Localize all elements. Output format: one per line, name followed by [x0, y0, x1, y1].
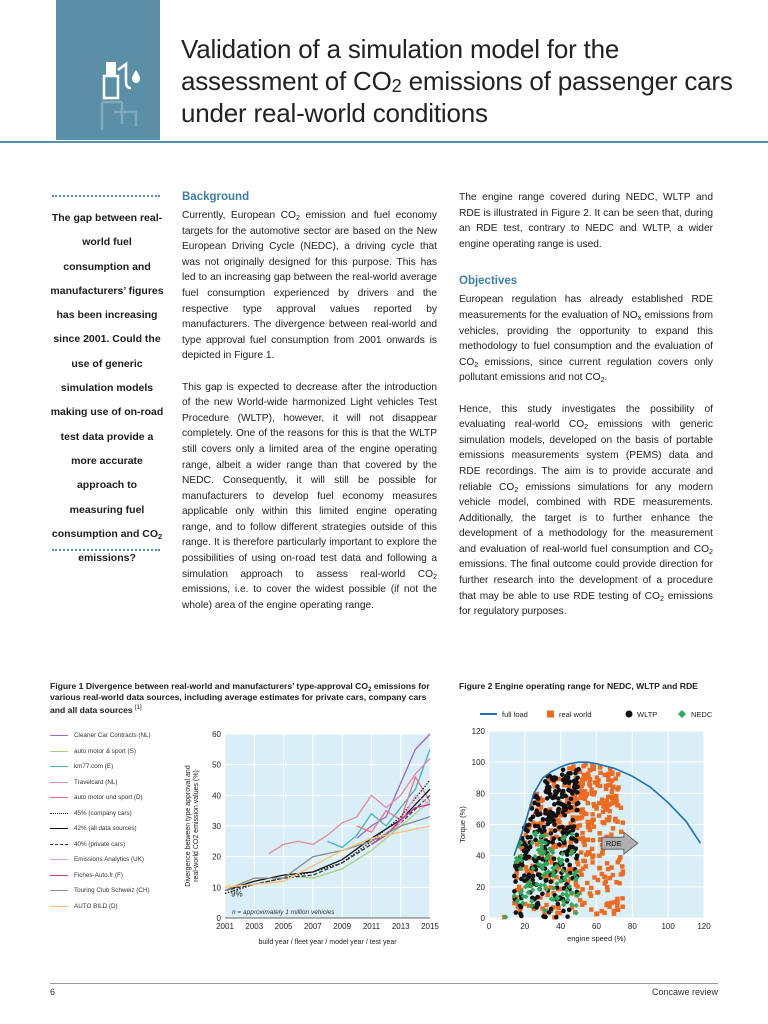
real-world-point: [606, 818, 610, 822]
real-world-point: [608, 809, 612, 813]
legend-swatch: [50, 828, 68, 829]
wltp-point: [545, 790, 550, 795]
background-paragraph-1: Currently, European $CO_2$ emission and fuel economy targets for the automotive sector are based on the New European Driving Cycle (NEDC), a driving cycle that was not originally designed for this purpose. This has led to an increasing gap between the real-world average fuel consumption experienced by drivers and the respective type approval values reported by manufacturers. The divergence between real-world and type approval fuel consumption from 2001 onwards is depicted in Figure 1.: [182, 210, 437, 362]
x-tick-label: 2013: [391, 922, 410, 931]
legend-swatch: [50, 813, 68, 814]
real-world-point: [597, 831, 601, 835]
publication-name: Concawe review: [651, 987, 718, 997]
real-world-point: [618, 855, 622, 859]
real-world-point: [546, 893, 550, 897]
wltp-point: [557, 842, 562, 847]
header-icon-block: [56, 0, 160, 140]
fuel-pump-icon: [56, 0, 160, 140]
real-world-point: [609, 865, 613, 869]
wltp-point: [566, 848, 571, 853]
engine-range-paragraph: The engine range covered during NEDC, WLTP and RDE is illustrated in Figure 2. It can be seen that, during an RDE test, contrary to NEDC and WLTP, a wider engine operating range is used.: [459, 192, 713, 250]
legend-entry-cleaner-car-contracts-nl: [50, 728, 180, 744]
y-axis-label: Torque (%): [458, 806, 467, 843]
real-world-point: [582, 838, 586, 842]
legend-swatch: [50, 782, 68, 783]
real-world-point: [579, 850, 583, 854]
real-world-point: [589, 886, 593, 890]
x-tick-label: 20: [520, 922, 530, 931]
real-world-point: [619, 872, 623, 876]
real-world-point: [587, 852, 591, 856]
real-world-point: [581, 782, 585, 786]
legend-entry-auto-motor-und-sport-d: [50, 790, 180, 806]
wltp-point: [555, 784, 560, 789]
wltp-point: [549, 831, 554, 836]
real-world-point: [601, 810, 605, 814]
real-world-point: [607, 795, 611, 799]
wltp-point: [526, 875, 531, 880]
wltp-point: [528, 845, 533, 850]
figure-1-legend: [50, 728, 180, 914]
wltp-point: [525, 835, 530, 840]
wltp-point: [573, 771, 578, 776]
wltp-point: [545, 781, 550, 786]
background-paragraph-2: This gap is expected to decrease after the introduction of the new World-wide harmonized Light vehicles Test Procedure (WLTP), however, it will not disappear completely. One of the reasons for this is that the WLTP still covers only a limited area of the engine operating range, albeit a wider range than that covered by the NEDC. Consequently, it will still be possible for manufacturers to develop fuel economy measures applicable only within this limited engine operating range, and to follow different strategies outside of this range. It is therefore particularly important to explore the possibilities of using on-road test data and following a simulation approach to assess real-world $CO_2$ emissions, i.e. to cover the widest possible (if not the whole) area of the engine operating range.: [182, 381, 437, 611]
legend-label: Fiches-Auto.fr (F): [74, 871, 123, 879]
legend-swatch: [50, 735, 68, 736]
wltp-point: [541, 817, 546, 822]
wltp-point: [553, 828, 558, 833]
figure-1-chart: [180, 726, 448, 958]
real-world-point: [573, 797, 577, 801]
real-world-point: [613, 900, 617, 904]
real-world-point: [605, 901, 609, 905]
wltp-point: [536, 802, 541, 807]
real-world-point: [602, 911, 606, 915]
wltp-point: [512, 889, 517, 894]
legend-swatch: [50, 797, 68, 798]
real-world-point: [597, 866, 601, 870]
wltp-point: [543, 915, 548, 920]
sample-size-note: n = approximately 1 million vehicles: [232, 909, 335, 916]
real-world-point: [590, 764, 594, 768]
real-world-point: [578, 898, 582, 902]
wltp-point: [567, 863, 572, 868]
wltp-point: [572, 789, 577, 794]
wltp-point: [575, 785, 580, 790]
real-world-point: [621, 905, 625, 909]
x-tick-label: 2009: [333, 922, 352, 931]
real-world-point: [588, 768, 592, 772]
x-tick-label: 60: [592, 922, 601, 931]
wltp-point: [561, 778, 566, 783]
figure-1-caption: Figure 1 Divergence between real-world and manufacturers’ type-approval $CO_2$ emissions for various real-world data sources, including average estimates for private cars, company cars and all data sources [1]: [50, 681, 430, 715]
real-world-point: [615, 787, 619, 791]
y-axis-label: Divergence between type approval andreal-world CO2 emission values (%): [185, 765, 200, 887]
wltp-point: [572, 779, 577, 784]
real-world-point: [605, 798, 609, 802]
wltp-point: [531, 874, 536, 879]
wltp-point: [575, 775, 580, 780]
real-world-point: [596, 783, 600, 787]
legend-entry-km77-com-e: [50, 759, 180, 775]
rde-label: RDE: [605, 839, 622, 849]
real-world-point: [580, 831, 584, 835]
wltp-point: [543, 811, 548, 816]
wltp-point: [566, 771, 571, 776]
real-world-point: [585, 820, 589, 824]
wltp-point: [545, 796, 550, 801]
legend-wltp-label: WLTP: [637, 710, 658, 719]
legend-label: 40% (private cars): [74, 840, 126, 848]
wltp-point: [560, 810, 565, 815]
real-world-point: [616, 803, 620, 807]
real-world-point: [588, 891, 592, 895]
real-world-point: [610, 770, 614, 774]
real-world-point: [571, 764, 575, 768]
real-world-point: [582, 773, 586, 777]
legend-swatch: [50, 751, 68, 752]
real-world-point: [592, 817, 596, 821]
wltp-point: [535, 895, 540, 900]
legend-label: Travelcard (NL): [74, 778, 118, 786]
y-tick-label: 40: [476, 851, 485, 861]
y-tick-label: 40: [212, 791, 221, 801]
wltp-point: [542, 825, 547, 830]
wltp-point: [513, 879, 518, 884]
wltp-point: [552, 813, 557, 818]
legend-label: auto motor & sport (S): [74, 747, 136, 755]
wltp-point: [553, 795, 558, 800]
real-world-point: [620, 864, 624, 868]
objectives-heading: Objectives: [459, 275, 518, 288]
real-world-point: [587, 825, 591, 829]
real-world-point: [621, 820, 625, 824]
wltp-point: [550, 840, 555, 845]
wltp-point: [553, 775, 558, 780]
real-world-point: [620, 896, 624, 900]
x-tick-label: 80: [627, 922, 637, 931]
real-world-point: [580, 792, 584, 796]
wltp-point: [548, 879, 553, 884]
real-world-point: [544, 903, 548, 907]
real-world-point: [610, 790, 614, 794]
background-column: [182, 190, 437, 629]
real-world-point: [603, 773, 607, 777]
wltp-point: [540, 891, 545, 896]
legend-entry-touring-club-schweiz-ch: [50, 883, 180, 899]
wltp-point: [514, 910, 519, 915]
x-axis-label: engine speed (%): [567, 934, 626, 943]
y-tick-label: 50: [212, 760, 221, 770]
legend-label: Cleaner Car Contracts (NL): [74, 732, 151, 740]
wltp-point: [552, 822, 557, 827]
y-tick-label: 10: [212, 883, 221, 893]
real-world-point: [608, 876, 612, 880]
wltp-point: [565, 914, 570, 919]
legend-nedc-swatch: [678, 710, 686, 718]
real-world-point: [579, 810, 583, 814]
legend-full-load-label: full load: [502, 710, 528, 719]
real-world-point: [585, 792, 589, 796]
wltp-point: [563, 828, 568, 833]
wltp-point: [548, 819, 553, 824]
y-tick-label: 0: [480, 914, 485, 923]
y-tick-label: 20: [212, 852, 221, 862]
legend-swatch: [50, 906, 68, 907]
real-world-point: [606, 772, 610, 776]
x-tick-label: 2007: [303, 922, 322, 931]
real-world-point: [585, 881, 589, 885]
wltp-point: [561, 909, 566, 914]
real-world-point: [613, 817, 617, 821]
legend-wltp-swatch: [626, 711, 633, 718]
legend-label: AUTO BILD (D): [74, 902, 118, 910]
legend-entry-emissions-analytics-uk: [50, 852, 180, 868]
real-world-point: [603, 881, 607, 885]
real-world-point: [598, 771, 602, 775]
wltp-point: [556, 807, 561, 812]
real-world-point: [616, 772, 620, 776]
real-world-point: [586, 801, 590, 805]
real-world-point: [612, 909, 616, 913]
wltp-point: [561, 789, 566, 794]
real-world-point: [594, 912, 598, 916]
real-world-point: [590, 812, 594, 816]
page-number: 6: [50, 987, 56, 997]
wltp-point: [576, 801, 581, 806]
real-world-point: [614, 798, 618, 802]
wltp-point: [565, 858, 570, 863]
legend-entry-auto-motor-sport-s: [50, 744, 180, 760]
wltp-point: [533, 824, 538, 829]
legend-entry-travelcard-nl: [50, 775, 180, 791]
wltp-point: [548, 810, 553, 815]
real-world-point: [555, 911, 559, 915]
real-world-point: [590, 860, 594, 864]
objectives-paragraph-1: European regulation has already established RDE measurements for the evaluation of $NO_x$ emissions from vehicles, providing the opportunity to expand this methodology to fuel consumption and the evaluation of $CO_2$ emissions, since current regulation covers only pollutant emissions and not $CO_2$.: [459, 294, 713, 385]
real-world-point: [580, 815, 584, 819]
start-value-annotation: 9%: [231, 889, 243, 899]
wltp-point: [570, 845, 575, 850]
wltp-point: [558, 801, 563, 806]
wltp-point: [567, 801, 572, 806]
wltp-point: [563, 794, 568, 799]
real-world-point: [610, 778, 614, 782]
right-column: [459, 190, 713, 635]
real-world-point: [614, 880, 618, 884]
x-tick-label: 2001: [216, 922, 234, 931]
wltp-point: [544, 878, 549, 883]
wltp-point: [534, 809, 539, 814]
legend-entry-fiches-auto-fr-f: [50, 868, 180, 884]
real-world-point: [596, 778, 600, 782]
wltp-point: [574, 833, 579, 838]
x-tick-label: 100: [661, 922, 675, 931]
y-tick-label: 60: [212, 730, 221, 739]
figure-2-chart: [452, 703, 720, 943]
wltp-point: [554, 790, 559, 795]
real-world-point: [602, 875, 606, 879]
real-world-point: [591, 838, 595, 842]
y-tick-label: 30: [212, 822, 221, 831]
legend-entry-auto-bild-d: [50, 899, 180, 915]
wltp-point: [571, 836, 576, 841]
page-title: Validation of a simulation model for the assessment of $CO_2$ emissions of passenger cars under real-world conditions: [181, 34, 733, 128]
x-tick-label: 120: [697, 922, 711, 931]
wltp-point: [566, 788, 571, 793]
legend-entry-45-company-cars: [50, 806, 180, 822]
wltp-point: [575, 808, 580, 813]
wltp-point: [556, 902, 561, 907]
pull-quote: The gap between real-world fuel consumption and manufacturers’ figures has been increasing since 2001. Could the use of generic simulation models making use of on-road test data provide a more accurate approach to measuring fuel consumption and $CO_2$ emissions?: [50, 212, 164, 565]
wltp-point: [570, 818, 575, 823]
real-world-point: [605, 861, 609, 865]
real-world-point: [579, 873, 583, 877]
legend-label: km77.com (E): [74, 763, 114, 771]
real-world-point: [581, 764, 585, 768]
real-world-point: [592, 824, 596, 828]
footer-divider: [50, 983, 718, 984]
legend-swatch: [50, 890, 68, 891]
real-world-point: [583, 843, 587, 847]
y-tick-label: 80: [476, 789, 485, 799]
legend-label: Emissions Analytics (UK): [74, 856, 144, 864]
real-world-point: [592, 792, 596, 796]
real-world-point: [557, 820, 561, 824]
wltp-point: [531, 814, 536, 819]
real-world-point: [615, 904, 619, 908]
legend-label: 42% (all data sources): [74, 825, 137, 833]
legend-label: auto motor und sport (D): [74, 794, 143, 802]
legend-entry-40-private-cars: [50, 837, 180, 853]
wltp-point: [538, 812, 543, 817]
real-world-point: [567, 766, 571, 770]
wltp-point: [540, 857, 545, 862]
real-world-point: [583, 777, 587, 781]
title-divider: [0, 141, 768, 143]
wltp-point: [526, 823, 531, 828]
legend-entry-42-all-data-sources: [50, 821, 180, 837]
wltp-point: [574, 856, 579, 861]
objectives-paragraph-2: Hence, this study investigates the possibility of evaluating real-world $CO_2$ emissions with generic simulation models, developed on the basis of portable emissions measurements system (PEMS) data and RDE recordings. The aim is to provide accurate and reliable $CO_2$ emissions simulations for any modern vehicle model, combined with RDE measurements. Additionally, the target is to further enhance the development of a methodology for the measurement and evaluation of real-world fuel consumption and $CO_2$ emissions. The final outcome could provide direction for further research into the development of a procedure that may be able to use RDE testing of $CO_2$ emissions for regulatory purposes.: [459, 403, 713, 618]
x-axis-label: build year / fleet year / model year / test year: [258, 939, 397, 946]
wltp-point: [512, 874, 517, 879]
background-heading: Background: [182, 191, 250, 203]
real-world-point: [580, 903, 584, 907]
real-world-point: [583, 859, 587, 863]
real-world-point: [619, 830, 623, 834]
wltp-point: [568, 805, 573, 810]
x-tick-label: 0: [486, 922, 492, 931]
figure-2-caption: Figure 2 Engine operating range for NEDC, WLTP and RDE: [459, 681, 698, 691]
real-world-point: [592, 875, 596, 879]
legend-label: 45% (company cars): [74, 809, 132, 817]
wltp-point: [519, 914, 524, 919]
legend-real-world-swatch: [547, 711, 554, 718]
wltp-point: [534, 794, 539, 799]
real-world-point: [600, 798, 604, 802]
real-world-point: [589, 787, 593, 791]
y-tick-label: 100: [471, 758, 485, 768]
real-world-point: [596, 890, 600, 894]
wltp-point: [552, 856, 557, 861]
real-world-point: [597, 813, 601, 817]
wltp-point: [563, 804, 568, 809]
real-world-point: [609, 832, 613, 836]
wltp-point: [557, 825, 562, 830]
y-tick-label: 60: [476, 820, 485, 830]
x-tick-label: 40: [556, 922, 566, 931]
real-world-point: [575, 884, 579, 888]
wltp-point: [567, 907, 572, 912]
wltp-point: [561, 768, 566, 773]
x-tick-label: 2003: [245, 922, 264, 931]
y-tick-label: 0: [216, 914, 221, 923]
legend-swatch: [50, 859, 68, 860]
wltp-point: [540, 830, 545, 835]
real-world-point: [590, 847, 594, 851]
pull-quote-top-rule: [52, 195, 160, 197]
wltp-point: [549, 907, 554, 912]
real-world-point: [592, 804, 596, 808]
real-world-point: [588, 783, 592, 787]
wltp-point: [554, 915, 559, 920]
real-world-point: [589, 907, 593, 911]
real-world-point: [611, 826, 615, 830]
wltp-point: [523, 853, 528, 858]
wltp-point: [565, 852, 570, 857]
wltp-point: [572, 824, 577, 829]
wltp-point: [569, 797, 574, 802]
legend-swatch: [50, 875, 68, 876]
legend-swatch: [50, 844, 68, 845]
legend-nedc-label: NEDC: [691, 710, 713, 719]
legend-swatch: [50, 766, 68, 767]
x-tick-label: 2011: [362, 922, 381, 931]
wltp-point: [560, 772, 565, 777]
legend-label: Touring Club Schweiz (CH): [74, 887, 150, 895]
real-world-point: [601, 820, 605, 824]
pull-quote-bottom-rule: [52, 549, 160, 551]
legend-real-world-label: real world: [559, 710, 592, 719]
real-world-point: [588, 777, 592, 781]
wltp-point: [522, 878, 527, 883]
x-tick-label: 2015: [421, 922, 439, 931]
real-world-point: [607, 803, 611, 807]
y-tick-label: 120: [471, 727, 485, 736]
real-world-point: [607, 783, 611, 787]
wltp-point: [535, 902, 540, 907]
x-tick-label: 2005: [274, 922, 293, 931]
y-tick-label: 20: [476, 882, 485, 892]
